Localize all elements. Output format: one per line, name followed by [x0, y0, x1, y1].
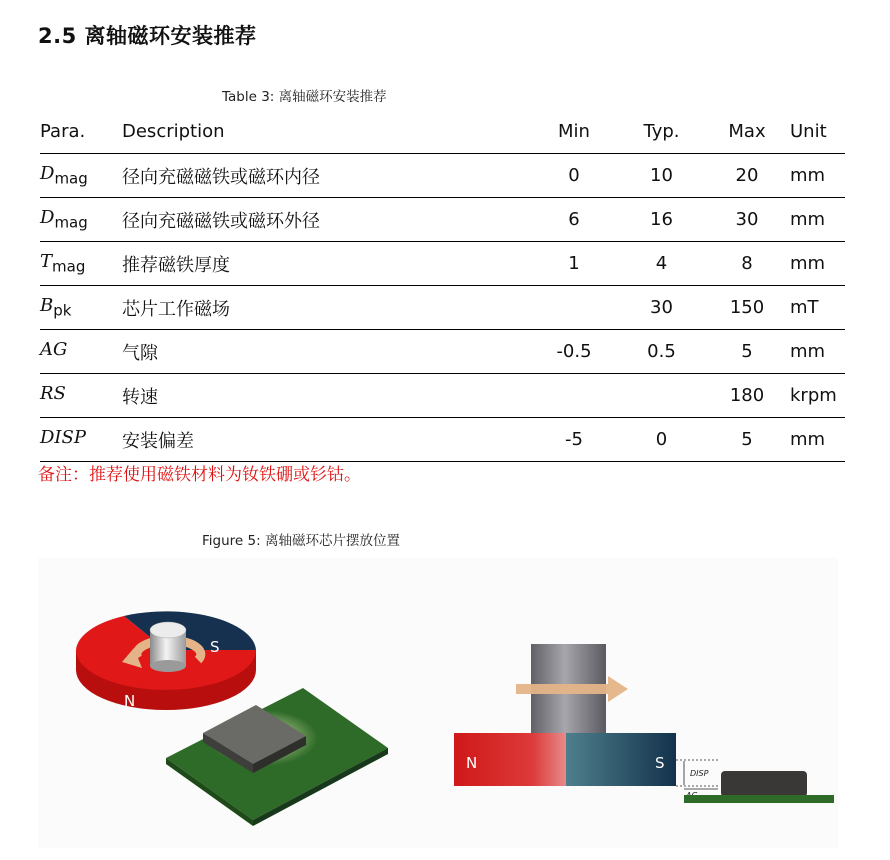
param-unit: mm [790, 165, 826, 186]
param-typ: 4 [655, 253, 668, 274]
param-min: 1 [568, 253, 580, 274]
param-unit: mT [790, 297, 819, 318]
param-max: 20 [735, 165, 759, 186]
symbol-main: B [40, 295, 54, 317]
param-unit: krpm [790, 385, 837, 406]
side-view [454, 644, 834, 803]
param-typ: 0 [655, 429, 668, 450]
param-unit: mm [790, 429, 826, 450]
table-row [40, 418, 845, 462]
label-disp: DISP [690, 769, 709, 778]
figure-caption: Figure 5: 离轴磁环芯片摆放位置 [202, 533, 400, 549]
header-para: Para. [40, 121, 86, 142]
param-max: 5 [741, 429, 753, 450]
param-typ: 10 [650, 165, 673, 186]
param-description: 气隙 [122, 342, 158, 364]
table-row [40, 286, 845, 330]
iso-view [76, 611, 388, 826]
figure-panel [38, 558, 838, 848]
symbol-subscript: mag [52, 257, 86, 276]
label-north-iso: N [124, 692, 136, 710]
param-typ: 16 [650, 209, 673, 230]
symbol-subscript: mag [54, 169, 88, 188]
param-description: 径向充磁磁铁或磁环内径 [122, 166, 320, 188]
param-max: 8 [741, 253, 753, 274]
symbol-main: T [40, 251, 53, 273]
param-max: 180 [729, 385, 765, 406]
label-south-iso: S [210, 638, 220, 656]
parameter-table [40, 110, 845, 462]
table-row [40, 242, 845, 286]
param-symbol [40, 374, 122, 418]
symbol-main: RS [40, 383, 66, 405]
shaft-bottom [150, 660, 186, 672]
symbol-main: AG [40, 339, 68, 361]
param-unit: mm [790, 209, 826, 230]
param-min [529, 374, 619, 418]
header-description: Description [122, 121, 225, 142]
table-row [40, 374, 845, 418]
param-typ [619, 374, 704, 418]
param-min [529, 286, 619, 330]
param-unit: mm [790, 253, 826, 274]
header-unit: Unit [790, 121, 827, 142]
param-min: 0 [568, 165, 580, 186]
symbol-main: D [40, 163, 55, 185]
label-south-side: S [655, 754, 665, 772]
table-row [40, 330, 845, 374]
param-unit: mm [790, 341, 826, 362]
param-symbol [40, 242, 122, 286]
param-symbol [40, 330, 122, 374]
param-typ: 0.5 [647, 341, 676, 362]
shaft-top [150, 622, 186, 638]
symbol-subscript: mag [54, 213, 88, 232]
param-min: -5 [565, 429, 583, 450]
param-description: 推荐磁铁厚度 [122, 254, 230, 276]
param-max: 5 [741, 341, 753, 362]
symbol-main: D [40, 207, 55, 229]
param-symbol [40, 198, 122, 242]
label-north-side: N [466, 754, 478, 772]
figure-illustration [38, 558, 838, 848]
param-description: 径向充磁磁铁或磁环外径 [122, 210, 320, 232]
pcb-side-view [684, 795, 834, 803]
param-min: 6 [568, 209, 580, 230]
param-typ: 30 [650, 297, 673, 318]
header-max: Max [728, 121, 766, 142]
section-title: 2.5 离轴磁环安装推荐 [38, 24, 257, 48]
param-max: 150 [729, 297, 765, 318]
param-min: -0.5 [556, 341, 592, 362]
param-symbol [40, 154, 122, 198]
header-typ: Typ. [643, 121, 680, 142]
param-symbol [40, 286, 122, 330]
param-symbol [40, 418, 122, 462]
header-min: Min [558, 121, 590, 142]
symbol-main: DISP [40, 427, 86, 449]
param-max: 30 [735, 209, 759, 230]
symbol-subscript: pk [53, 301, 72, 320]
table-row [40, 154, 845, 198]
note-text: 备注：推荐使用磁铁材料为钕铁硼或钐钴。 [38, 465, 361, 485]
table-caption: Table 3: 离轴磁环安装推荐 [222, 89, 387, 105]
table-row [40, 198, 845, 242]
chip-side-view [721, 771, 807, 797]
param-description: 安装偏差 [122, 430, 194, 452]
table-header-row [40, 110, 845, 154]
param-description: 芯片工作磁场 [122, 298, 230, 320]
table-body [40, 154, 845, 462]
param-description: 转速 [122, 386, 158, 408]
